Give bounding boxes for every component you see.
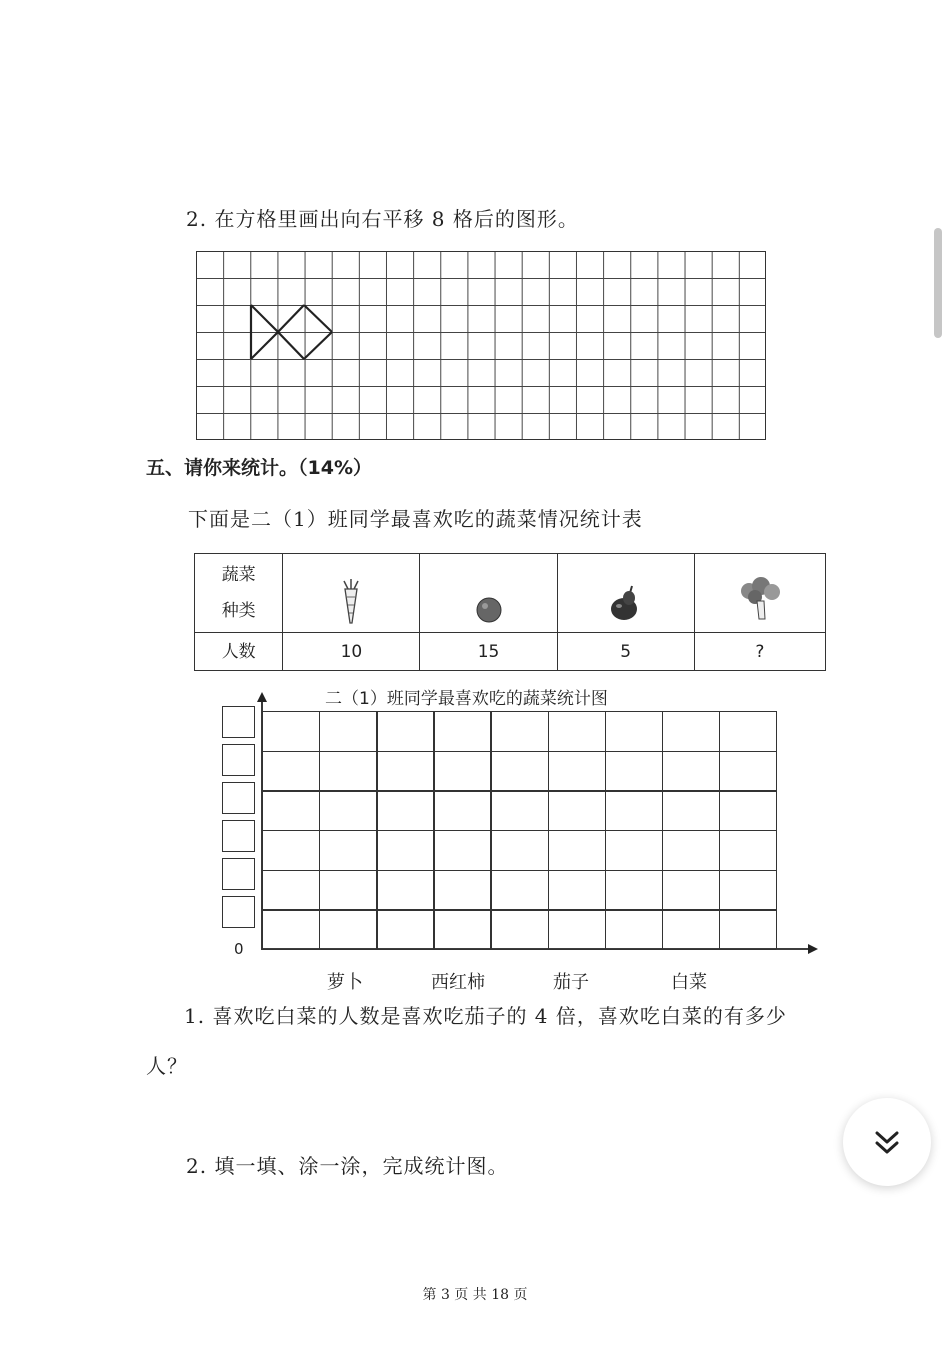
chart-gridline-h xyxy=(262,870,776,871)
carrot-icon xyxy=(336,577,366,627)
scrollbar-thumb[interactable] xyxy=(934,228,942,338)
cabbage-icon xyxy=(735,575,785,625)
page-footer: 第 3 页 共 18 页 xyxy=(422,1287,528,1303)
cabbage-count: ? xyxy=(694,633,825,671)
double-chevron-down-icon xyxy=(870,1125,904,1159)
chart-gridline-v xyxy=(433,711,434,949)
chart-gridline-v xyxy=(490,711,491,949)
header-line1: 蔬菜 xyxy=(221,565,256,585)
cabbage-cell xyxy=(694,554,825,633)
header-line2: 种类 xyxy=(221,601,256,621)
carrot-count: 10 xyxy=(283,633,420,671)
chart-gridline-v xyxy=(262,711,263,949)
y-tick-box[interactable] xyxy=(222,820,255,852)
question-2: 2. 填一填、涂一涂，完成统计图。 xyxy=(186,1154,509,1178)
chart-gridline-v xyxy=(776,711,777,949)
chart-gridline-v xyxy=(719,711,720,949)
chart-gridline-v xyxy=(319,711,320,949)
chart-gridline-h xyxy=(262,711,776,712)
eggplant-cell xyxy=(557,554,694,633)
chart-gridline-h xyxy=(262,909,776,910)
y-tick-box[interactable] xyxy=(222,782,255,814)
eggplant-icon xyxy=(608,583,644,623)
y-tick-box[interactable] xyxy=(222,744,255,776)
chart-gridline-h xyxy=(262,751,776,752)
carrot-cell xyxy=(283,554,420,633)
chart-gridline-h xyxy=(262,830,776,831)
tomato-count: 15 xyxy=(420,633,557,671)
question-1-continued: 人？ xyxy=(146,1054,188,1078)
scroll-down-button[interactable] xyxy=(843,1098,931,1186)
chart-gridline-v xyxy=(376,711,377,949)
x-label-cabbage: 白菜 xyxy=(671,972,707,993)
section-heading: 五、请你来统计。（14%） xyxy=(146,457,372,479)
y-tick-box[interactable] xyxy=(222,706,255,738)
chart-gridline-v xyxy=(548,711,549,949)
chart-gridline-h xyxy=(262,790,776,791)
question-1: 1. 喜欢吃白菜的人数是喜欢吃茄子的 4 倍，喜欢吃白菜的有多少 xyxy=(184,1004,787,1028)
chart-title: 二（1）班同学最喜欢吃的蔬菜统计图 xyxy=(325,689,608,709)
eggplant-count: 5 xyxy=(557,633,694,671)
y-tick-box[interactable] xyxy=(222,858,255,890)
tomato-cell xyxy=(420,554,557,633)
header-cell xyxy=(195,554,283,633)
table-intro: 下面是二（1）班同学最喜欢吃的蔬菜情况统计表 xyxy=(188,507,643,531)
y-tick-box[interactable] xyxy=(222,896,255,928)
x-label-carrot: 萝卜 xyxy=(327,972,363,993)
vegetable-table xyxy=(194,553,826,671)
y-origin-label: 0 xyxy=(234,940,244,958)
tomato-icon xyxy=(474,594,504,624)
x-label-eggplant: 茄子 xyxy=(553,972,589,993)
x-label-tomato: 西红柿 xyxy=(431,972,485,993)
chart-gridline-v xyxy=(662,711,663,949)
chart-gridline-v xyxy=(605,711,606,949)
chart-gridline-h xyxy=(262,949,776,950)
chart-grid xyxy=(262,711,776,949)
bowtie-shape xyxy=(196,251,766,440)
translate-question: 2. 在方格里画出向右平移 8 格后的图形。 xyxy=(186,207,579,231)
count-label-cell: 人数 xyxy=(195,633,283,671)
